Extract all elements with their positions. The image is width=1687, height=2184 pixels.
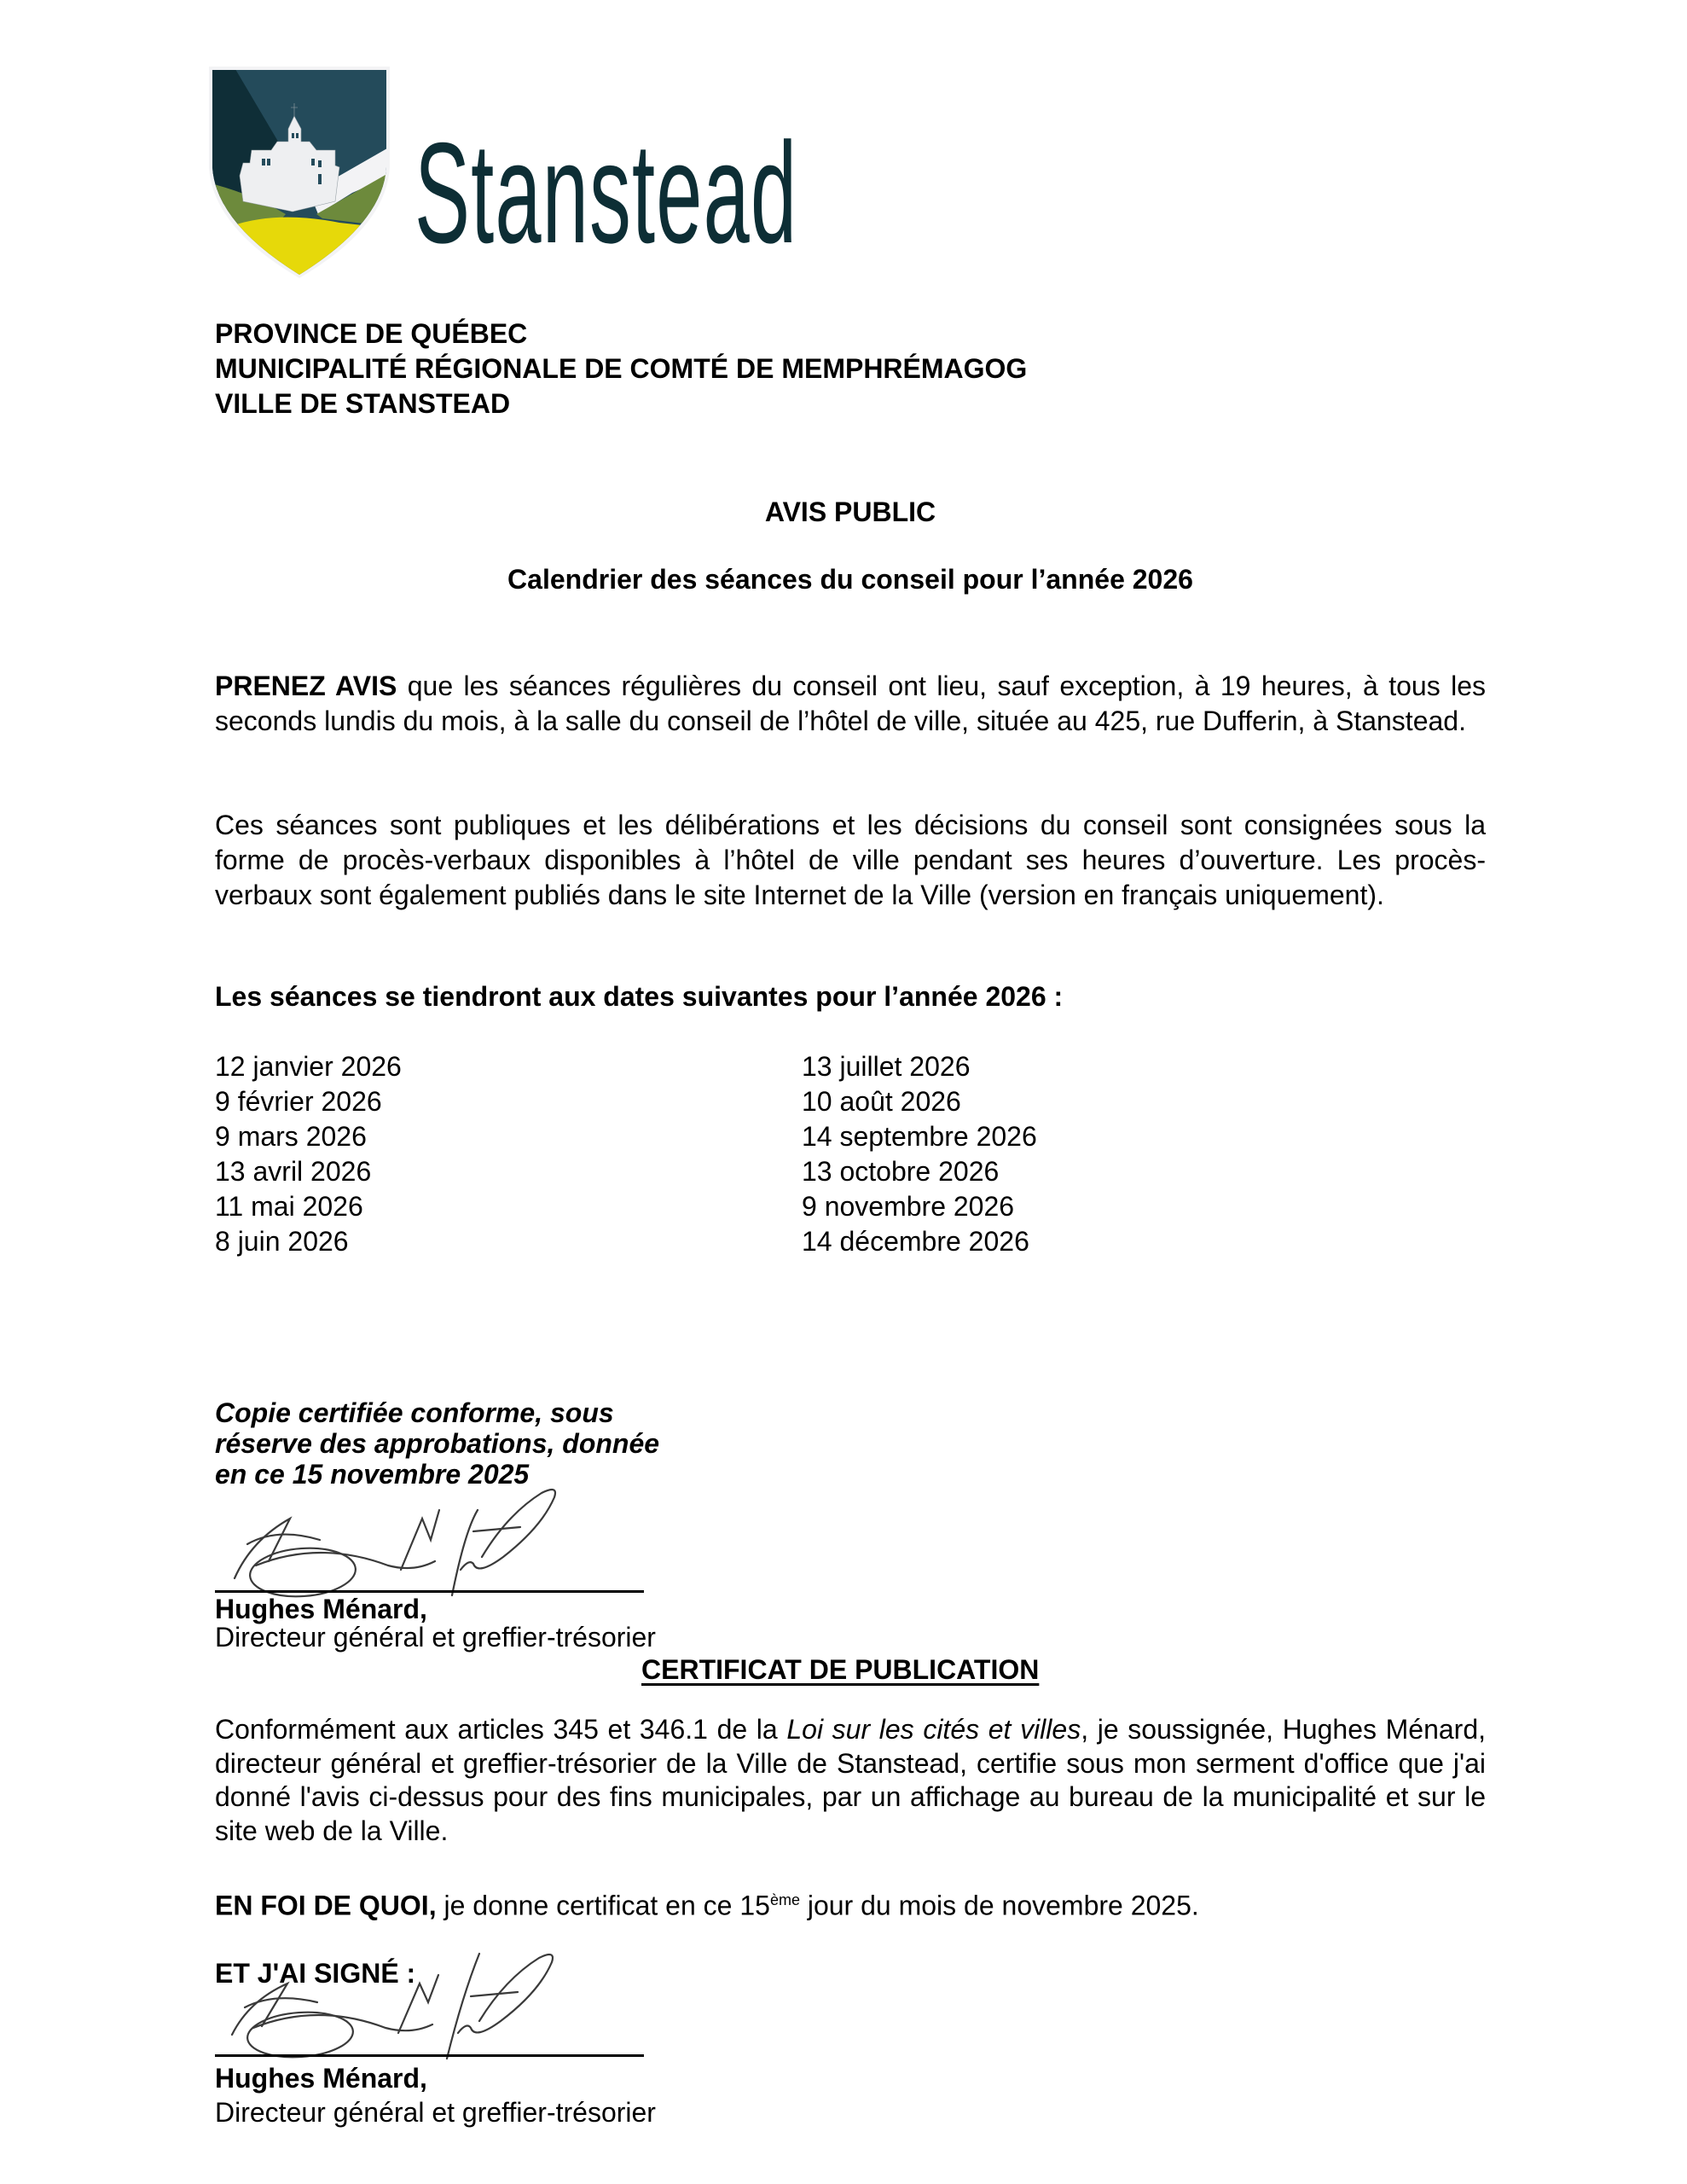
certificate-text-2: , je soussignée, Hughes Ménard, directeur général et greffier-trésorier de la Ville de Stanstead, certifie sous mon serment d'office que j'ai donné l'avis ci-dessus pour des fins municipales, par un affichage au bureau de la municipalité et sur le site web de la Ville. — [215, 1714, 1487, 1846]
certificate-paragraph — [215, 1713, 1486, 1848]
dates-list-right — [802, 1049, 1037, 1259]
date-item: 12 janvier 2026 — [215, 1051, 402, 1082]
dates-list-left — [215, 1049, 402, 1259]
date-item: 8 juin 2026 — [215, 1226, 349, 1257]
shield-field — [224, 218, 378, 278]
certified-copy-line: Copie certifiée conforme, sous — [215, 1397, 614, 1428]
signer-name-1: Hughes Ménard, — [215, 1594, 427, 1624]
faith-superscript: ème — [769, 1891, 800, 1908]
date-item: 13 octobre 2026 — [802, 1156, 1000, 1187]
signer-title-1: Directeur général et greffier-trésorier — [215, 1622, 656, 1653]
header-province: PROVINCE DE QUÉBEC — [215, 318, 528, 349]
logo-wordmark: Stanstead — [415, 113, 798, 273]
certificate-title: CERTIFICAT DE PUBLICATION — [641, 1654, 1040, 1685]
certified-copy-note — [215, 1397, 659, 1490]
faith-text-2: jour du mois de novembre 2025. — [799, 1890, 1199, 1921]
faith-text-1: je donne certificat en ce 15 — [436, 1890, 770, 1921]
notice-paragraph-1 — [215, 669, 1486, 739]
city-logo — [207, 65, 798, 278]
date-item: 14 décembre 2026 — [802, 1226, 1029, 1257]
date-item: 10 août 2026 — [802, 1086, 961, 1117]
header-block — [215, 317, 1027, 421]
signed-label: ET J'AI SIGNÉ : — [215, 1958, 416, 1989]
shield-emblem-icon — [207, 65, 391, 278]
header-city: VILLE DE STANSTEAD — [215, 388, 511, 419]
notice-paragraph-1-text: que les séances régulières du conseil ont lieu, sauf exception, à 19 heures, à tous les seconds lundis du mois, à la salle du conseil de l’hôtel de ville, située au 425, rue Dufferin, à Stanstead. — [215, 671, 1487, 736]
notice-subtitle: Calendrier des séances du conseil pour l’année 2026 — [507, 564, 1193, 595]
faith-lead: EN FOI DE QUOI, — [215, 1890, 437, 1921]
notice-paragraph-1-lead: PRENEZ AVIS — [215, 671, 397, 701]
date-item: 13 avril 2026 — [215, 1156, 372, 1187]
header-mrc: MUNICIPALITÉ RÉGIONALE DE COMTÉ DE MEMPHRÉMAGOG — [215, 353, 1028, 384]
date-item: 14 septembre 2026 — [802, 1121, 1037, 1152]
signer-title-2: Directeur général et greffier-trésorier — [215, 2097, 656, 2128]
certified-copy-line: réserve des approbations, donnée — [215, 1428, 660, 1459]
faith-statement — [215, 1883, 1199, 1924]
notice-paragraph-2: Ces séances sont publiques et les délibérations et les décisions du conseil sont consignées sous la forme de procès-verbaux disponibles à l’hôtel de ville pendant ses heures d’ouverture. Les procès-verbaux sont également publiés dans le site Internet de la Ville (version en français uniquement). — [215, 810, 1486, 910]
date-item: 13 juillet 2026 — [802, 1051, 971, 1082]
date-item: 9 mars 2026 — [215, 1121, 367, 1152]
date-item: 9 février 2026 — [215, 1086, 382, 1117]
certified-copy-line: en ce 15 novembre 2025 — [215, 1459, 530, 1490]
law-title: Loi sur les cités et villes — [786, 1714, 1081, 1745]
date-item: 11 mai 2026 — [215, 1191, 363, 1222]
date-item: 9 novembre 2026 — [802, 1191, 1015, 1222]
dates-heading: Les séances se tiendront aux dates suivantes pour l’année 2026 : — [215, 981, 1064, 1012]
signer-name-2: Hughes Ménard, — [215, 2063, 427, 2094]
certificate-text-1: Conformément aux articles 345 et 346.1 de la — [215, 1714, 787, 1745]
notice-title: AVIS PUBLIC — [764, 497, 936, 527]
signature-line-2 — [215, 2054, 644, 2057]
handwritten-signature-2 — [215, 1949, 573, 2077]
handwritten-signature-1 — [217, 1480, 576, 1608]
